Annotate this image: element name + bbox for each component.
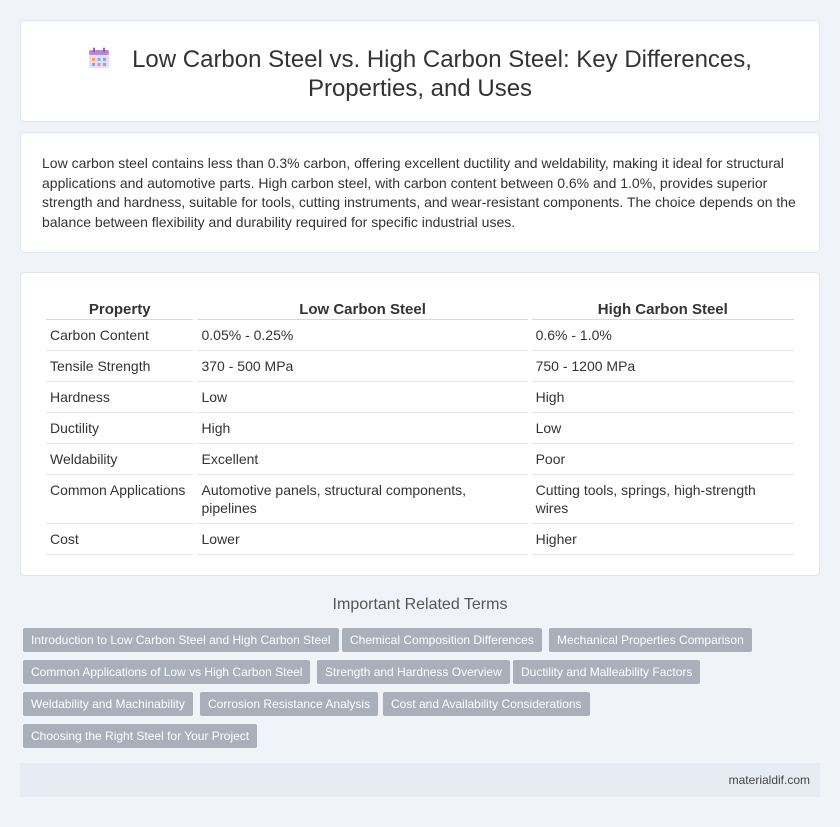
cell-high-carbon: 0.6% - 1.0% [532,320,794,351]
cell-high-carbon: 750 - 1200 MPa [532,351,794,382]
cell-high-carbon: Higher [532,524,794,555]
footer-site-name: materialdif.com [728,773,810,787]
cell-low-carbon: Lower [197,524,527,555]
header-property: Property [46,293,193,320]
related-tag[interactable]: Corrosion Resistance Analysis [200,692,378,716]
related-tag[interactable]: Strength and Hardness Overview [317,660,510,684]
cell-property: Carbon Content [46,320,193,351]
title-line-1: Low Carbon Steel vs. High Carbon Steel: Key Differences, [132,46,752,73]
cell-property: Hardness [46,382,193,413]
table-row [46,524,794,555]
related-tag[interactable]: Cost and Availability Considerations [383,692,590,716]
related-tag[interactable]: Ductility and Malleability Factors [513,660,700,684]
table-row [46,413,794,444]
header-high-carbon: High Carbon Steel [532,293,794,320]
comparison-table-card [20,272,820,576]
intro-card [20,132,820,253]
intro-text: Low carbon steel contains less than 0.3% carbon, offering excellent ductility and weldability, making it ideal for structural applications and automotive parts. High carbon steel, with carbon content between 0.6% and 1.0%, provides superior strength and hardness, suitable for tools, cutting instruments, and wear-resistant components. The choice depends on the balance between flexibility and durability required for specific industrial uses. [42,155,796,230]
cell-high-carbon: Poor [532,444,794,475]
cell-property: Ductility [46,413,193,444]
cell-low-carbon: 0.05% - 0.25% [197,320,527,351]
page-title [21,45,819,103]
cell-low-carbon: High [197,413,527,444]
cell-property: Weldability [46,444,193,475]
footer [20,763,820,797]
table-row [46,475,794,524]
cell-property: Tensile Strength [46,351,193,382]
calendar-icon [88,47,110,69]
cell-low-carbon: Excellent [197,444,527,475]
cell-high-carbon: Low [532,413,794,444]
related-terms-heading: Important Related Terms [332,596,508,613]
table-row [46,382,794,413]
related-tag[interactable]: Mechanical Properties Comparison [549,628,752,652]
table-header-row [46,293,794,320]
cell-low-carbon: Low [197,382,527,413]
cell-property: Cost [46,524,193,555]
cell-high-carbon: Cutting tools, springs, high-strength wires [532,475,794,524]
related-tag[interactable]: Weldability and Machinability [23,692,193,716]
comparison-table [42,293,798,555]
related-tag[interactable]: Introduction to Low Carbon Steel and High Carbon Steel [23,628,339,652]
cell-low-carbon: Automotive panels, structural components, pipelines [197,475,527,524]
related-tag[interactable]: Common Applications of Low vs High Carbon Steel [23,660,310,684]
related-tag[interactable]: Choosing the Right Steel for Your Project [23,724,257,748]
related-tag[interactable]: Chemical Composition Differences [342,628,542,652]
title-line-2: Properties, and Uses [307,75,533,102]
table-row [46,351,794,382]
header-low-carbon: Low Carbon Steel [197,293,527,320]
cell-low-carbon: 370 - 500 MPa [197,351,527,382]
table-row [46,320,794,351]
table-row [46,444,794,475]
cell-property: Common Applications [46,475,193,524]
title-card [20,20,820,122]
cell-high-carbon: High [532,382,794,413]
